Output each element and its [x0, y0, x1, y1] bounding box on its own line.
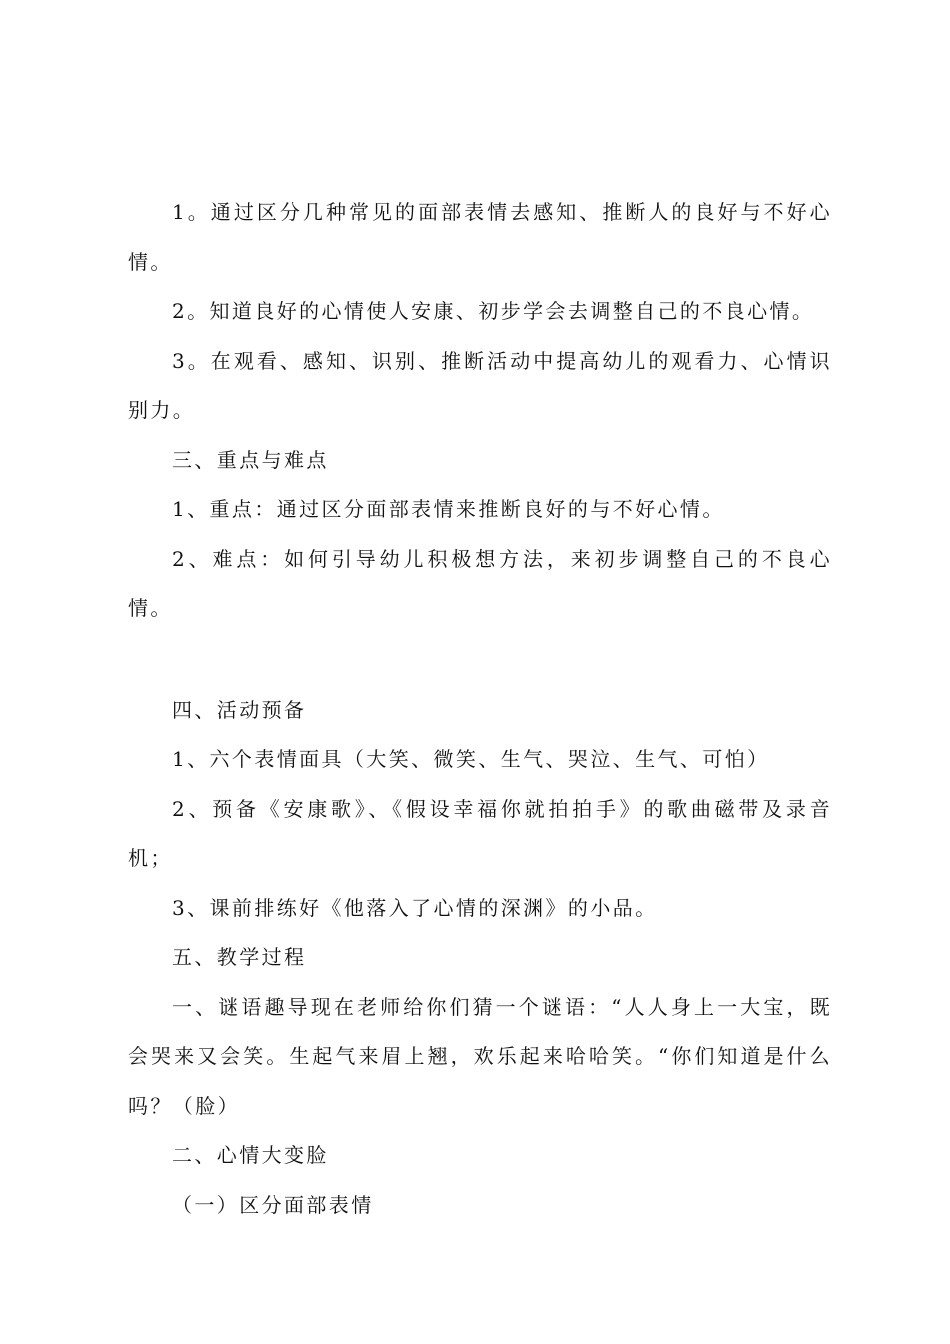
section-heading-preparation: 四、活动预备 — [172, 697, 307, 722]
difficult-point: 2、难点：如何引导幼儿积极想方法，来初步调整自己的不良心情。 — [128, 546, 832, 620]
goal-1: 1。通过区分几种常见的面部表情去感知、推断人的良好与不好心情。 — [128, 200, 832, 274]
process-face-change: 二、心情大变脸 — [172, 1143, 329, 1167]
process-distinguish-expressions: （一）区分面部表情 — [172, 1192, 374, 1217]
document-body — [128, 188, 832, 1230]
section-heading-key-points: 三、重点与难点 — [172, 447, 329, 472]
blank-line — [128, 634, 832, 686]
preparation-2: 2、预备《安康歌》、《假设幸福你就拍拍手》的歌曲磁带及录音机； — [128, 796, 832, 870]
preparation-3: 3、课前排练好《他落入了心情的深渊》的小品。 — [172, 895, 658, 920]
goal-2: 2。知道良好的心情使人安康、初步学会去调整自己的不良心情。 — [172, 299, 815, 323]
section-heading-process: 五、教学过程 — [172, 945, 307, 969]
process-riddle: 一、谜语趣导现在老师给你们猜一个谜语：“人人身上一大宝，既会哭来又会笑。生起气来眉上翘，欢乐起来哈哈笑。“你们知道是什么吗？（脸） — [128, 994, 832, 1118]
goal-3: 3。在观看、感知、识别、推断活动中提高幼儿的观看力、心情识别力。 — [128, 348, 832, 422]
key-point: 1、重点：通过区分面部表情来推断良好的与不好心情。 — [172, 497, 725, 521]
preparation-1: 1、六个表情面具（大笑、微笑、生气、哭泣、生气、可怕） — [172, 747, 770, 771]
